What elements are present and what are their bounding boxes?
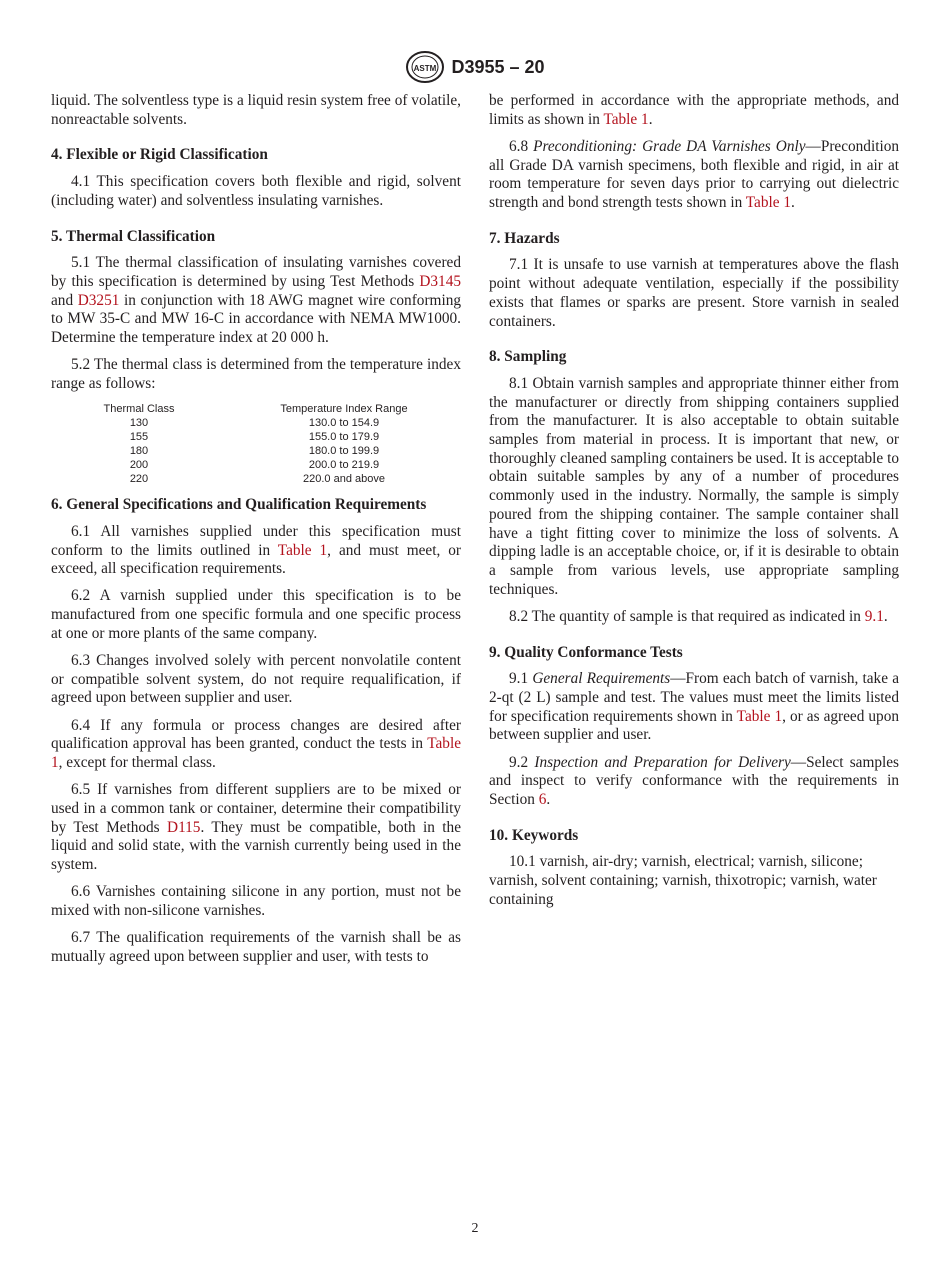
right-column	[489, 92, 899, 918]
table-row: 155 155.0 to 179.9	[129, 431, 380, 444]
para-8-2: 8.2 The quantity of sample is that required as indicated in 9.1.	[509, 607, 888, 625]
intro-paragraph: liquid. The solventless type is a liquid resin system free of volatile, nonreactable solvents.	[51, 92, 461, 128]
para-9-1: 9.1 General Requirements—From each batch of varnish, take a 2-qt (2 L) sample and test. The values must meet the limits listed for specification requirements shown in Table 1, or as agreed upon between supplier and user.	[489, 670, 899, 744]
para-5-2: 5.2 The thermal class is determined from the temperature index range as follows:	[51, 356, 461, 392]
page-header	[0, 50, 950, 89]
para-6-7: 6.7 The qualification requirements of the varnish shall be as mutually agreed upon between supplier and user, with tests to	[51, 929, 461, 965]
para-4-1: 4.1 This specification covers both flexible and rigid, solvent (including water) and solventless insulating varnishes.	[51, 173, 461, 209]
para-8-1: 8.1 Obtain varnish samples and appropriate thinner either from the manufacturer or directly from shipping containers supplied from the manufacturer. It is also acceptable to obtain suitable samples from material in process. It is important that new, or thoroughly cleaned sampling containers be used. It is acceptable to obtain suitable samples by any of a number of procedures commonly used in the industry. Normally, the sample is simply poured from the shipping container. The sample container shall have a tight fitting cover to minimize the loss of solvents. A dipping ladle is an acceptable choice, or, if it is desirable to obtain a sample from various levels, use appropriate sampling techniques.	[489, 374, 899, 598]
section-8-heading: 8. Sampling	[489, 348, 567, 366]
table-row: 220 220.0 and above	[129, 473, 385, 486]
col-header-temp-index-range: Temperature Index Range	[280, 403, 408, 416]
para-6-8: 6.8 Preconditioning: Grade DA Varnishes Only—Precondition all Grade DA varnish specimens, both flexible and rigid, in air at room temperature for seven days prior to carrying out dielectric strength and bond strength tests shown in Table 1.	[489, 137, 899, 212]
para-6-3: 6.3 Changes involved solely with percent nonvolatile content or compatible solvent system, do not require requalification, if agreed upon between supplier and user.	[51, 652, 461, 707]
link-9-1[interactable]: 9.1	[864, 607, 884, 625]
section-5-heading: 5. Thermal Classification	[51, 227, 216, 245]
logo-text: ASTM	[414, 64, 437, 73]
col-header-thermal-class: Thermal Class	[103, 403, 175, 416]
para-9-2: 9.2 Inspection and Preparation for Delivery—Select samples and inspect to verify conformance with the requirements in Section 6.	[489, 753, 899, 808]
table-row: 200 200.0 to 219.9	[129, 459, 380, 472]
link-d115[interactable]: D115	[167, 818, 201, 836]
para-10-1: 10.1 varnish, air-dry; varnish, electrical; varnish, silicone; varnish, solvent containing; varnish, thixotropic; varnish, water containing	[489, 853, 877, 908]
para-6-6: 6.6 Varnishes containing silicone in any portion, must not be mixed with non-silicone varnishes.	[51, 883, 461, 919]
link-table-1[interactable]: Table 1	[51, 735, 461, 772]
para-5-1: 5.1 The thermal classification of insulating varnishes covered by this specification is determined by using Test Methods D3145 and D3251 in conjunction with 18 AWG magnet wire conforming to MW 35-C and MW 16-C in accordance with NEMA MW1000. Determine the temperature index at 20 000 h.	[51, 254, 461, 347]
table-header-row	[51, 402, 461, 416]
link-table-1[interactable]: Table 1	[277, 541, 328, 559]
para-6-4: 6.4 If any formula or process changes are desired after qualification approval has been granted, conduct the tests in Table 1, except for thermal class.	[51, 716, 461, 772]
left-column	[51, 92, 461, 975]
table-row: 130 130.0 to 154.9	[129, 417, 380, 430]
section-9-heading: 9. Quality Conformance Tests	[489, 643, 683, 661]
section-6-heading: 6. General Specifications and Qualification Requirements	[51, 496, 427, 514]
link-table-1[interactable]: Table 1	[736, 707, 783, 725]
link-d3145[interactable]: D3145	[419, 272, 461, 290]
standard-designation: D3955 – 20	[451, 56, 545, 77]
link-d3251[interactable]: D3251	[77, 291, 120, 309]
section-7-heading: 7. Hazards	[489, 229, 560, 247]
section-10-heading: 10. Keywords	[489, 826, 579, 844]
link-table-1[interactable]: Table 1	[603, 110, 649, 128]
link-table-1[interactable]: Table 1	[745, 194, 792, 212]
thermal-class-table	[51, 402, 461, 486]
para-6-7-continued: be performed in accordance with the appropriate methods, and limits as shown in Table 1.	[489, 92, 899, 128]
page-number: 2	[471, 1221, 479, 1236]
section-4-heading: 4. Flexible or Rigid Classification	[51, 146, 268, 164]
para-6-2: 6.2 A varnish supplied under this specification is to be manufactured from one specific formula and one specific process at one or more plants of the same company.	[51, 587, 461, 642]
table-row: 180 180.0 to 199.9	[129, 445, 380, 458]
para-6-5: 6.5 If varnishes from different suppliers are to be mixed or used in a common tank or container, determine their compatibility by Test Methods D115. They must be compatible, both in the liquid and solid state, with the varnish currently being used in the system.	[51, 781, 461, 874]
para-6-1: 6.1 All varnishes supplied under this specification must conform to the limits outlined in Table 1, and must meet, or exceed, all specification requirements.	[51, 522, 461, 578]
link-section-6[interactable]: 6	[538, 791, 547, 808]
astm-logo-icon	[405, 50, 445, 84]
para-7-1: 7.1 It is unsafe to use varnish at temperatures above the flash point without adequate ventilation, especially if the possibility exists that flames or sparks are present. Store varnish in sealed containers.	[489, 256, 899, 330]
